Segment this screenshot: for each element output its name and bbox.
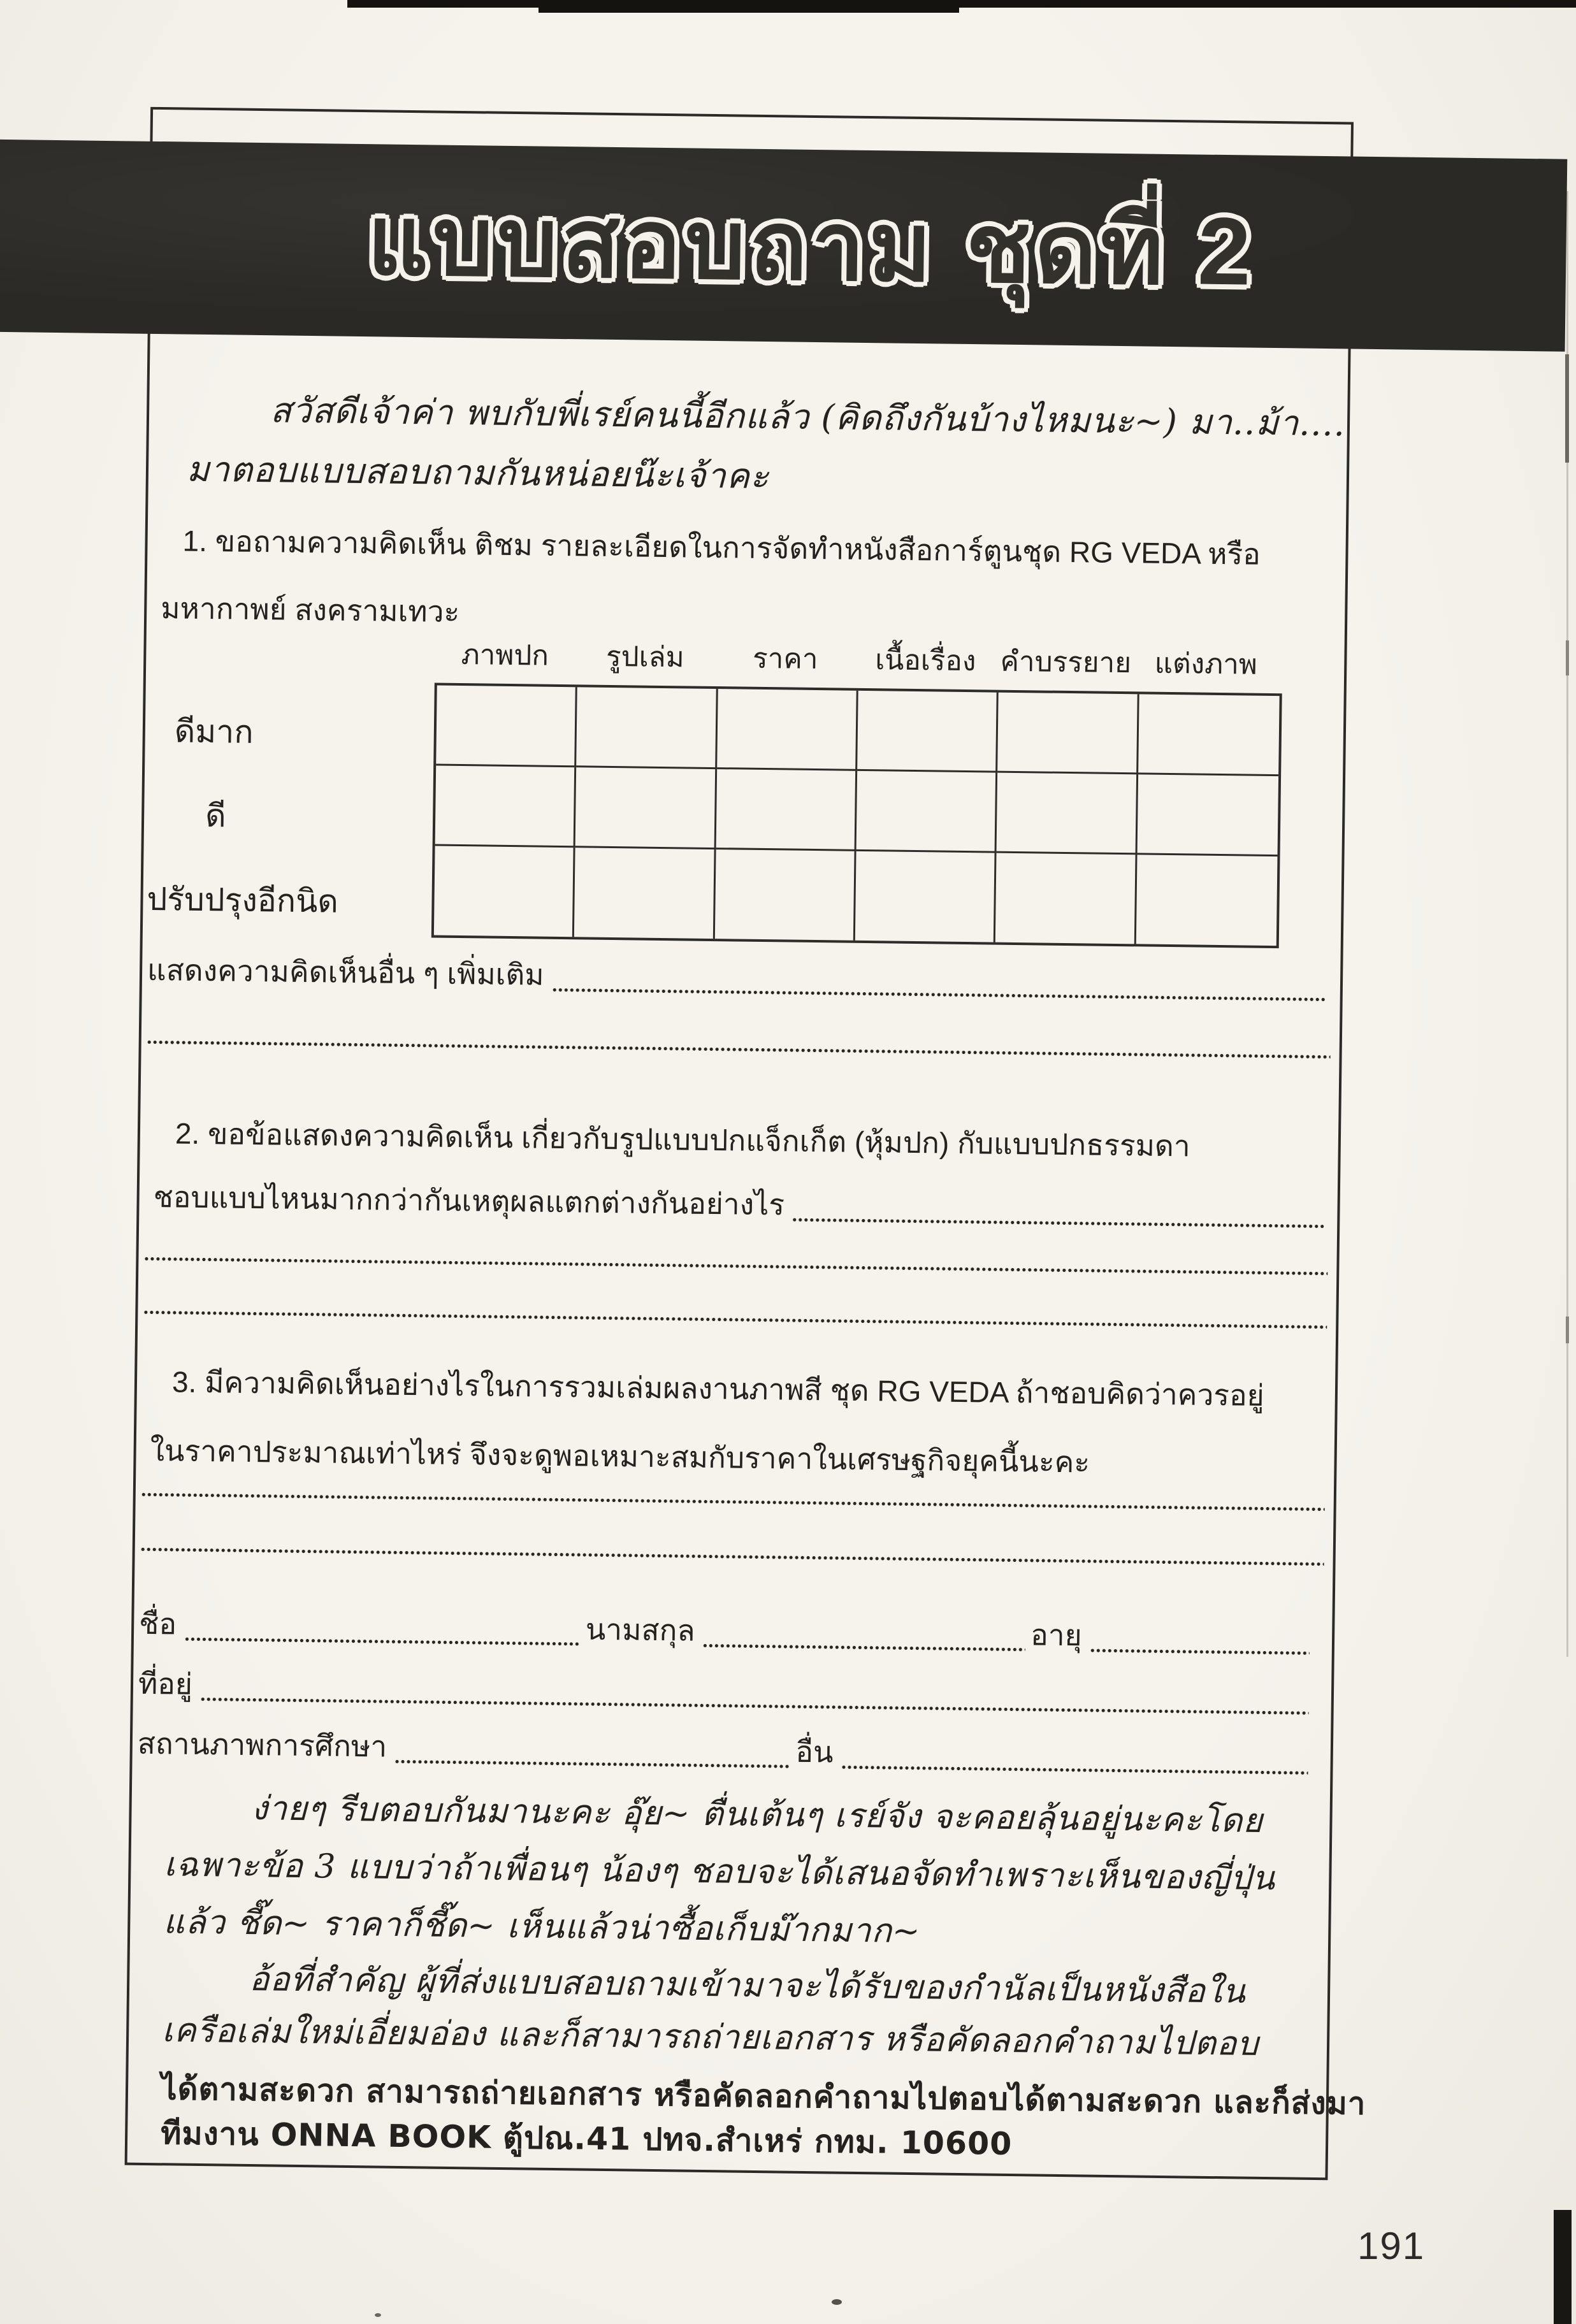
rating-cell	[574, 848, 716, 939]
question-3-line1: 3. มีความคิดเห็นอย่างไรในการรวมเล่มผลงานภาพสี ชุด RG VEDA ถ้าชอบคิดว่าควรอยู่	[171, 1365, 1264, 1412]
surname-field-label: นามสกุล	[585, 1612, 695, 1647]
surname-dotted-line	[702, 1643, 1025, 1652]
rating-cell	[995, 853, 1137, 944]
other-dotted-line	[841, 1765, 1308, 1775]
age-dotted-line	[1089, 1649, 1310, 1656]
rating-cell	[716, 769, 857, 851]
rating-cell	[1137, 774, 1278, 856]
education-field-label: สถานภาพการศึกษา	[137, 1726, 387, 1763]
other-field-label: อื่น	[795, 1735, 834, 1769]
closing-remark-line: เฉพาะข้อ 3 แบบว่าถ้าเพื่อนๆ น้องๆ ชอบจะได้เสนอจัดทำเพราะเห็นของญี่ปุ่น	[164, 1845, 1276, 1898]
questionnaire-title: แบบสอบถาม ชุดที่ 2	[366, 187, 1255, 305]
rating-cell	[717, 689, 858, 771]
scan-artifact-corner-bar	[1554, 2210, 1572, 2324]
rating-column-header: คำบรรยาย	[1000, 646, 1132, 679]
education-dotted-line	[394, 1759, 790, 1769]
rating-column-header: แต่งภาพ	[1154, 647, 1258, 681]
question-3-line2: ในราคาประมาณเท่าไหร่ จึงจะดูพอเหมาะสมกับราคาในเศรษฐกิจยุคนี้นะคะ	[150, 1433, 1090, 1479]
rating-cell	[1138, 694, 1280, 776]
address-field-label: ที่อยู่	[138, 1666, 193, 1701]
name-field-label: ชื่อ	[138, 1606, 177, 1641]
rating-cell	[435, 766, 577, 848]
question-1-line1: 1. ขอถามความคิดเห็น ติชม รายละเอียดในการจัดทำหนังสือการ์ตูนชุด RG VEDA หรือ	[182, 524, 1261, 571]
rating-cell	[434, 846, 575, 937]
scan-artifact-right-dash-3	[1566, 1317, 1569, 1343]
name-dotted-line	[184, 1637, 581, 1647]
rating-cell	[575, 767, 717, 849]
rating-row-label: ดี	[205, 797, 227, 834]
closing-remark-line-bold: ได้ตามสะดวก สามารถถ่ายเอกสาร หรือคัดลอกคำถามไปตอบได้ตามสะดวก และก็ส่งมา	[161, 2070, 1366, 2123]
question-1-line2: มหากาพย์ สงครามเทวะ	[160, 591, 460, 628]
rating-column-header: เนื้อเรื่อง	[874, 644, 976, 677]
question-2-line1: 2. ขอข้อแสดงความคิดเห็น เกี่ยวกับรูปแบบปกแจ็กเก็ต (หุ้มปก) กับแบบปกธรรมดา	[175, 1116, 1191, 1163]
rating-cell	[997, 773, 1138, 855]
rating-cell	[857, 771, 998, 853]
rating-cell	[997, 693, 1139, 775]
title-banner	[0, 139, 1567, 351]
closing-remark-line: ง่ายๆ รีบตอบกันมานะคะ อุ๊ย~ ตื่นเต้นๆ เรย์จัง จะคอยลุ้นอยู่นะคะโดย	[251, 1789, 1264, 1840]
rating-cell	[436, 686, 577, 768]
closing-remark-line: แล้ว ชี๊ด~ ราคาก็ชี๊ด~ เห็นแล้วน่าซื้อเก็บม๊ากมาก~	[163, 1903, 921, 1951]
mailing-address-line: ทีมงาน ONNA BOOK ตู้ปณ.41 ปทจ.สำเหร่ กทม. 10600	[160, 2115, 1013, 2163]
rating-cell	[1136, 855, 1277, 946]
rating-cell	[577, 687, 718, 769]
rating-cell	[855, 851, 997, 942]
rating-column-header: ราคา	[752, 642, 818, 675]
age-field-label: อายุ	[1030, 1618, 1082, 1652]
dotted-answer-line	[551, 988, 1326, 1002]
closing-remark-line: อ้อที่สำคัญ ผู้ที่ส่งแบบสอบถามเข้ามาจะได้รับของกำนัลเป็นหนังสือใน	[249, 1960, 1247, 2011]
rating-cell	[714, 849, 856, 941]
rating-row-label: ดีมาก	[174, 713, 254, 750]
rating-column-header: รูปเล่ม	[605, 640, 684, 674]
dotted-answer-line	[792, 1218, 1324, 1229]
intro-greeting-line1: สวัสดีเจ้าค่า พบกับพี่เรย์คนนี้อีกแล้ว (คิดถึงกันบ้างไหมนะ~) มา..ม้า....	[270, 390, 1346, 444]
rating-row-label: ปรับปรุงอีกนิด	[147, 881, 339, 920]
rating-column-header: ภาพปก	[461, 639, 549, 672]
page-number: 191	[1357, 2225, 1426, 2267]
additional-comments-label: แสดงความคิดเห็นอื่น ๆ เพิ่มเติม	[147, 953, 544, 992]
rating-table	[431, 682, 1282, 948]
question-2-line2: ชอบแบบไหนมากกว่ากันเหตุผลแตกต่างกันอย่างไร	[153, 1180, 785, 1222]
rating-cell	[857, 691, 999, 773]
intro-greeting-line2: มาตอบแบบสอบถามกันหน่อยน๊ะเจ้าคะ	[186, 449, 770, 497]
closing-remark-line: เครือเล่มใหม่เอี่ยมอ่อง และก็สามารถถ่ายเอกสาร หรือคัดลอกคำถามไปตอบ	[161, 2011, 1259, 2063]
